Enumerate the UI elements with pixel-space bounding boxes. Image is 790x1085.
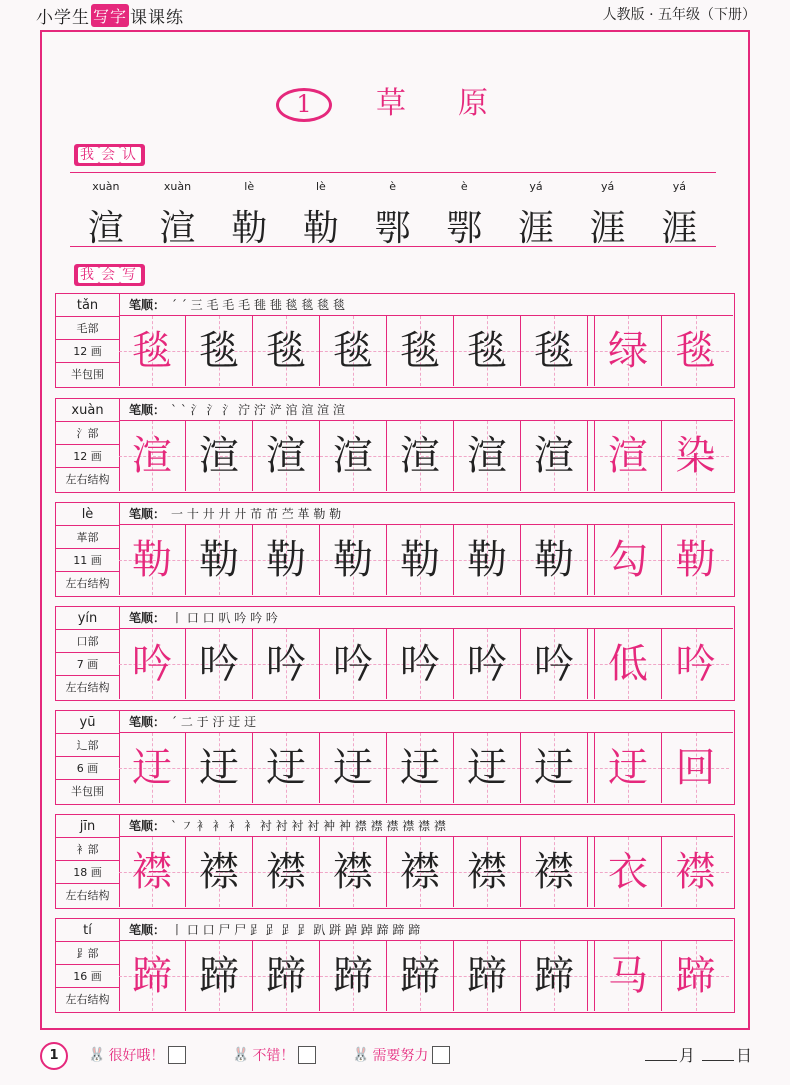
char-info <box>56 711 120 803</box>
practice-cell[interactable]: 蹄 <box>387 941 454 1011</box>
practice-cell[interactable]: 襟 <box>186 837 253 907</box>
char-practice-block <box>55 814 735 909</box>
word-cell[interactable]: 吟 <box>662 629 729 699</box>
learn-section-badge: 我 会 认 <box>74 144 145 166</box>
word-cell[interactable]: 毯 <box>662 316 729 386</box>
char-practice-block <box>55 398 735 493</box>
cell-gap <box>588 941 595 1011</box>
practice-cell[interactable]: 毯 <box>521 316 588 386</box>
practice-cell[interactable]: 迂 <box>253 733 320 803</box>
stroke-order: 笔顺： ˊ 二 于 汙 迂 迂 <box>119 711 733 733</box>
word-cell[interactable]: 回 <box>662 733 729 803</box>
char-stroke-count: 16 画 <box>56 965 119 988</box>
char-info <box>56 919 120 1011</box>
char-info <box>56 294 120 386</box>
practice-cell[interactable]: 蹄 <box>186 941 253 1011</box>
practice-grid <box>119 421 733 491</box>
char-pinyin: yū <box>56 711 119 734</box>
practice-cell[interactable]: 毯 <box>253 316 320 386</box>
word-cell[interactable]: 勒 <box>662 525 729 595</box>
eval-checkbox[interactable] <box>168 1046 186 1064</box>
eval-try: 🐰 需要努力 <box>352 1045 450 1065</box>
practice-cell[interactable]: 襟 <box>253 837 320 907</box>
practice-cell[interactable]: 迂 <box>521 733 588 803</box>
char-structure: 左右结构 <box>65 577 110 590</box>
practice-cell[interactable]: 毯 <box>320 316 387 386</box>
char-practice-block <box>55 918 735 1013</box>
practice-cell[interactable]: 迂 <box>454 733 521 803</box>
cell-gap <box>588 837 595 907</box>
practice-grid <box>119 733 733 803</box>
char-radical: 革部 <box>56 526 119 549</box>
practice-cell[interactable]: 吟 <box>253 629 320 699</box>
practice-cell[interactable]: 勒 <box>454 525 521 595</box>
eval-checkbox[interactable] <box>298 1046 316 1064</box>
practice-cell[interactable]: 襟 <box>454 837 521 907</box>
practice-cell[interactable]: 渲 <box>253 421 320 491</box>
cell-gap <box>588 316 595 386</box>
lesson-title: 1 草 原 <box>0 78 790 122</box>
lesson-number: 1 <box>276 88 332 122</box>
practice-cell[interactable]: 渲 <box>119 421 186 491</box>
series-title: 小学生 写字 课课练 <box>36 3 184 28</box>
char-radical: 辶部 <box>56 734 119 757</box>
eval-good: 🐰 很好哦！ <box>88 1045 186 1065</box>
practice-cell[interactable]: 渲 <box>186 421 253 491</box>
word-cell[interactable]: 渲 <box>595 421 662 491</box>
cell-gap <box>588 525 595 595</box>
practice-cell[interactable]: 毯 <box>186 316 253 386</box>
char-info <box>56 607 120 699</box>
char-practice-block <box>55 710 735 805</box>
practice-cell[interactable]: 迂 <box>387 733 454 803</box>
char-structure: 左右结构 <box>65 993 110 1006</box>
practice-cell[interactable]: 毯 <box>454 316 521 386</box>
practice-cell[interactable]: 蹄 <box>320 941 387 1011</box>
practice-cell[interactable]: 渲 <box>454 421 521 491</box>
practice-cell[interactable]: 勒 <box>387 525 454 595</box>
char-stroke-count: 7 画 <box>56 653 119 676</box>
char-structure: 左右结构 <box>65 889 110 902</box>
divider <box>70 172 716 173</box>
stroke-order: 笔顺： ˋ ㇇ 衤 衤 衤 衤 衬 衬 衬 衬 衶 衶 襟 襟 襟 襟 襟 襟 <box>119 815 733 837</box>
char-structure: 半包围 <box>71 785 104 798</box>
practice-grid <box>119 837 733 907</box>
practice-cell[interactable]: 勒 <box>253 525 320 595</box>
write-section-badge: 我 会 写 <box>74 264 145 286</box>
practice-cell[interactable]: 勒 <box>521 525 588 595</box>
practice-cell[interactable]: 襟 <box>320 837 387 907</box>
char-structure: 左右结构 <box>65 681 110 694</box>
word-cell[interactable]: 衣 <box>595 837 662 907</box>
practice-cell[interactable]: 迂 <box>186 733 253 803</box>
practice-cell[interactable]: 勒 <box>119 525 186 595</box>
char-stroke-count: 18 画 <box>56 861 119 884</box>
char-radical: ⻊部 <box>56 942 119 965</box>
divider <box>70 246 716 247</box>
practice-cell[interactable]: 蹄 <box>521 941 588 1011</box>
date-field: 月 日 <box>643 1043 752 1066</box>
char-info <box>56 503 120 595</box>
char-pinyin: lè <box>56 503 119 526</box>
char-radical: 氵部 <box>56 422 119 445</box>
word-cell[interactable]: 低 <box>595 629 662 699</box>
stroke-order: 笔顺： 丨 口 口 尸 尸 𧾷 𧾷 𧾷 𧾷 趴 跰 踔 踔 蹄 蹄 蹄 <box>119 919 733 941</box>
word-cell[interactable]: 勾 <box>595 525 662 595</box>
practice-cell[interactable]: 吟 <box>521 629 588 699</box>
stroke-order: 笔顺： ˊ ˊ 三 毛 毛 毛 毴 毴 毯 毯 毯 毯 <box>119 294 733 316</box>
practice-cell[interactable]: 蹄 <box>119 941 186 1011</box>
char-structure: 左右结构 <box>65 473 110 486</box>
char-stroke-count: 12 画 <box>56 445 119 468</box>
practice-grid <box>119 941 733 1011</box>
page-footer <box>0 1040 790 1070</box>
char-practice-block <box>55 293 735 388</box>
char-practice-block <box>55 502 735 597</box>
char-pinyin: tǎn <box>56 294 119 317</box>
rabbit-icon: 🐰 <box>232 1047 250 1063</box>
char-info <box>56 815 120 907</box>
practice-cell[interactable]: 襟 <box>119 837 186 907</box>
char-structure: 半包围 <box>71 368 104 381</box>
practice-cell[interactable]: 渲 <box>320 421 387 491</box>
word-cell[interactable]: 襟 <box>662 837 729 907</box>
char-info <box>56 399 120 491</box>
char-pinyin: jīn <box>56 815 119 838</box>
rabbit-icon: 🐰 <box>88 1047 106 1063</box>
cell-gap <box>588 629 595 699</box>
practice-grid <box>119 629 733 699</box>
learn-pinyin-row: xuàn xuàn lè lè è è yá yá yá <box>92 180 686 193</box>
practice-cell[interactable]: 吟 <box>186 629 253 699</box>
word-cell[interactable]: 迂 <box>595 733 662 803</box>
stroke-order: 笔顺： ˋ ˋ 氵 氵 氵 泞 泞 浐 涫 渲 渲 渲 <box>119 399 733 421</box>
practice-cell[interactable]: 吟 <box>454 629 521 699</box>
char-stroke-count: 12 画 <box>56 340 119 363</box>
char-stroke-count: 11 画 <box>56 549 119 572</box>
char-pinyin: xuàn <box>56 399 119 422</box>
practice-cell[interactable]: 吟 <box>119 629 186 699</box>
rabbit-icon: 🐰 <box>352 1047 370 1063</box>
stroke-order: 笔顺： 一 十 廾 廾 廾 芇 芇 苎 革 勒 勒 <box>119 503 733 525</box>
page-number: 1 <box>40 1042 68 1070</box>
page-header <box>0 0 790 28</box>
practice-cell[interactable]: 吟 <box>320 629 387 699</box>
char-pinyin: yín <box>56 607 119 630</box>
learn-char-row: 渲 渲 勒 勒 鄂 鄂 涯 涯 涯 <box>87 208 698 249</box>
series-highlight: 写字 <box>91 4 129 27</box>
char-practice-block <box>55 606 735 701</box>
eval-ok: 🐰 不错！ <box>232 1045 316 1065</box>
eval-checkbox[interactable] <box>432 1046 450 1064</box>
practice-grid <box>119 316 733 386</box>
practice-cell[interactable]: 迂 <box>320 733 387 803</box>
practice-cell[interactable]: 襟 <box>521 837 588 907</box>
char-stroke-count: 6 画 <box>56 757 119 780</box>
practice-cell[interactable]: 吟 <box>387 629 454 699</box>
practice-cell[interactable]: 勒 <box>320 525 387 595</box>
cell-gap <box>588 421 595 491</box>
practice-cell[interactable]: 蹄 <box>253 941 320 1011</box>
practice-cell[interactable]: 渲 <box>387 421 454 491</box>
char-radical: 口部 <box>56 630 119 653</box>
char-pinyin: tí <box>56 919 119 942</box>
practice-cell[interactable]: 襟 <box>387 837 454 907</box>
word-cell[interactable]: 绿 <box>595 316 662 386</box>
word-cell[interactable]: 马 <box>595 941 662 1011</box>
practice-cell[interactable]: 毯 <box>119 316 186 386</box>
edition-label: 人教版 · 五年级（下册） <box>602 7 756 23</box>
practice-grid <box>119 525 733 595</box>
word-cell[interactable]: 蹄 <box>662 941 729 1011</box>
practice-cell[interactable]: 毯 <box>387 316 454 386</box>
practice-cell[interactable]: 迂 <box>119 733 186 803</box>
practice-cell[interactable]: 渲 <box>521 421 588 491</box>
char-radical: 毛部 <box>56 317 119 340</box>
char-radical: 衤部 <box>56 838 119 861</box>
practice-cell[interactable]: 勒 <box>186 525 253 595</box>
word-cell[interactable]: 染 <box>662 421 729 491</box>
cell-gap <box>588 733 595 803</box>
stroke-order: 笔顺： 丨 口 口 叭 吟 吟 吟 <box>119 607 733 629</box>
practice-cell[interactable]: 蹄 <box>454 941 521 1011</box>
